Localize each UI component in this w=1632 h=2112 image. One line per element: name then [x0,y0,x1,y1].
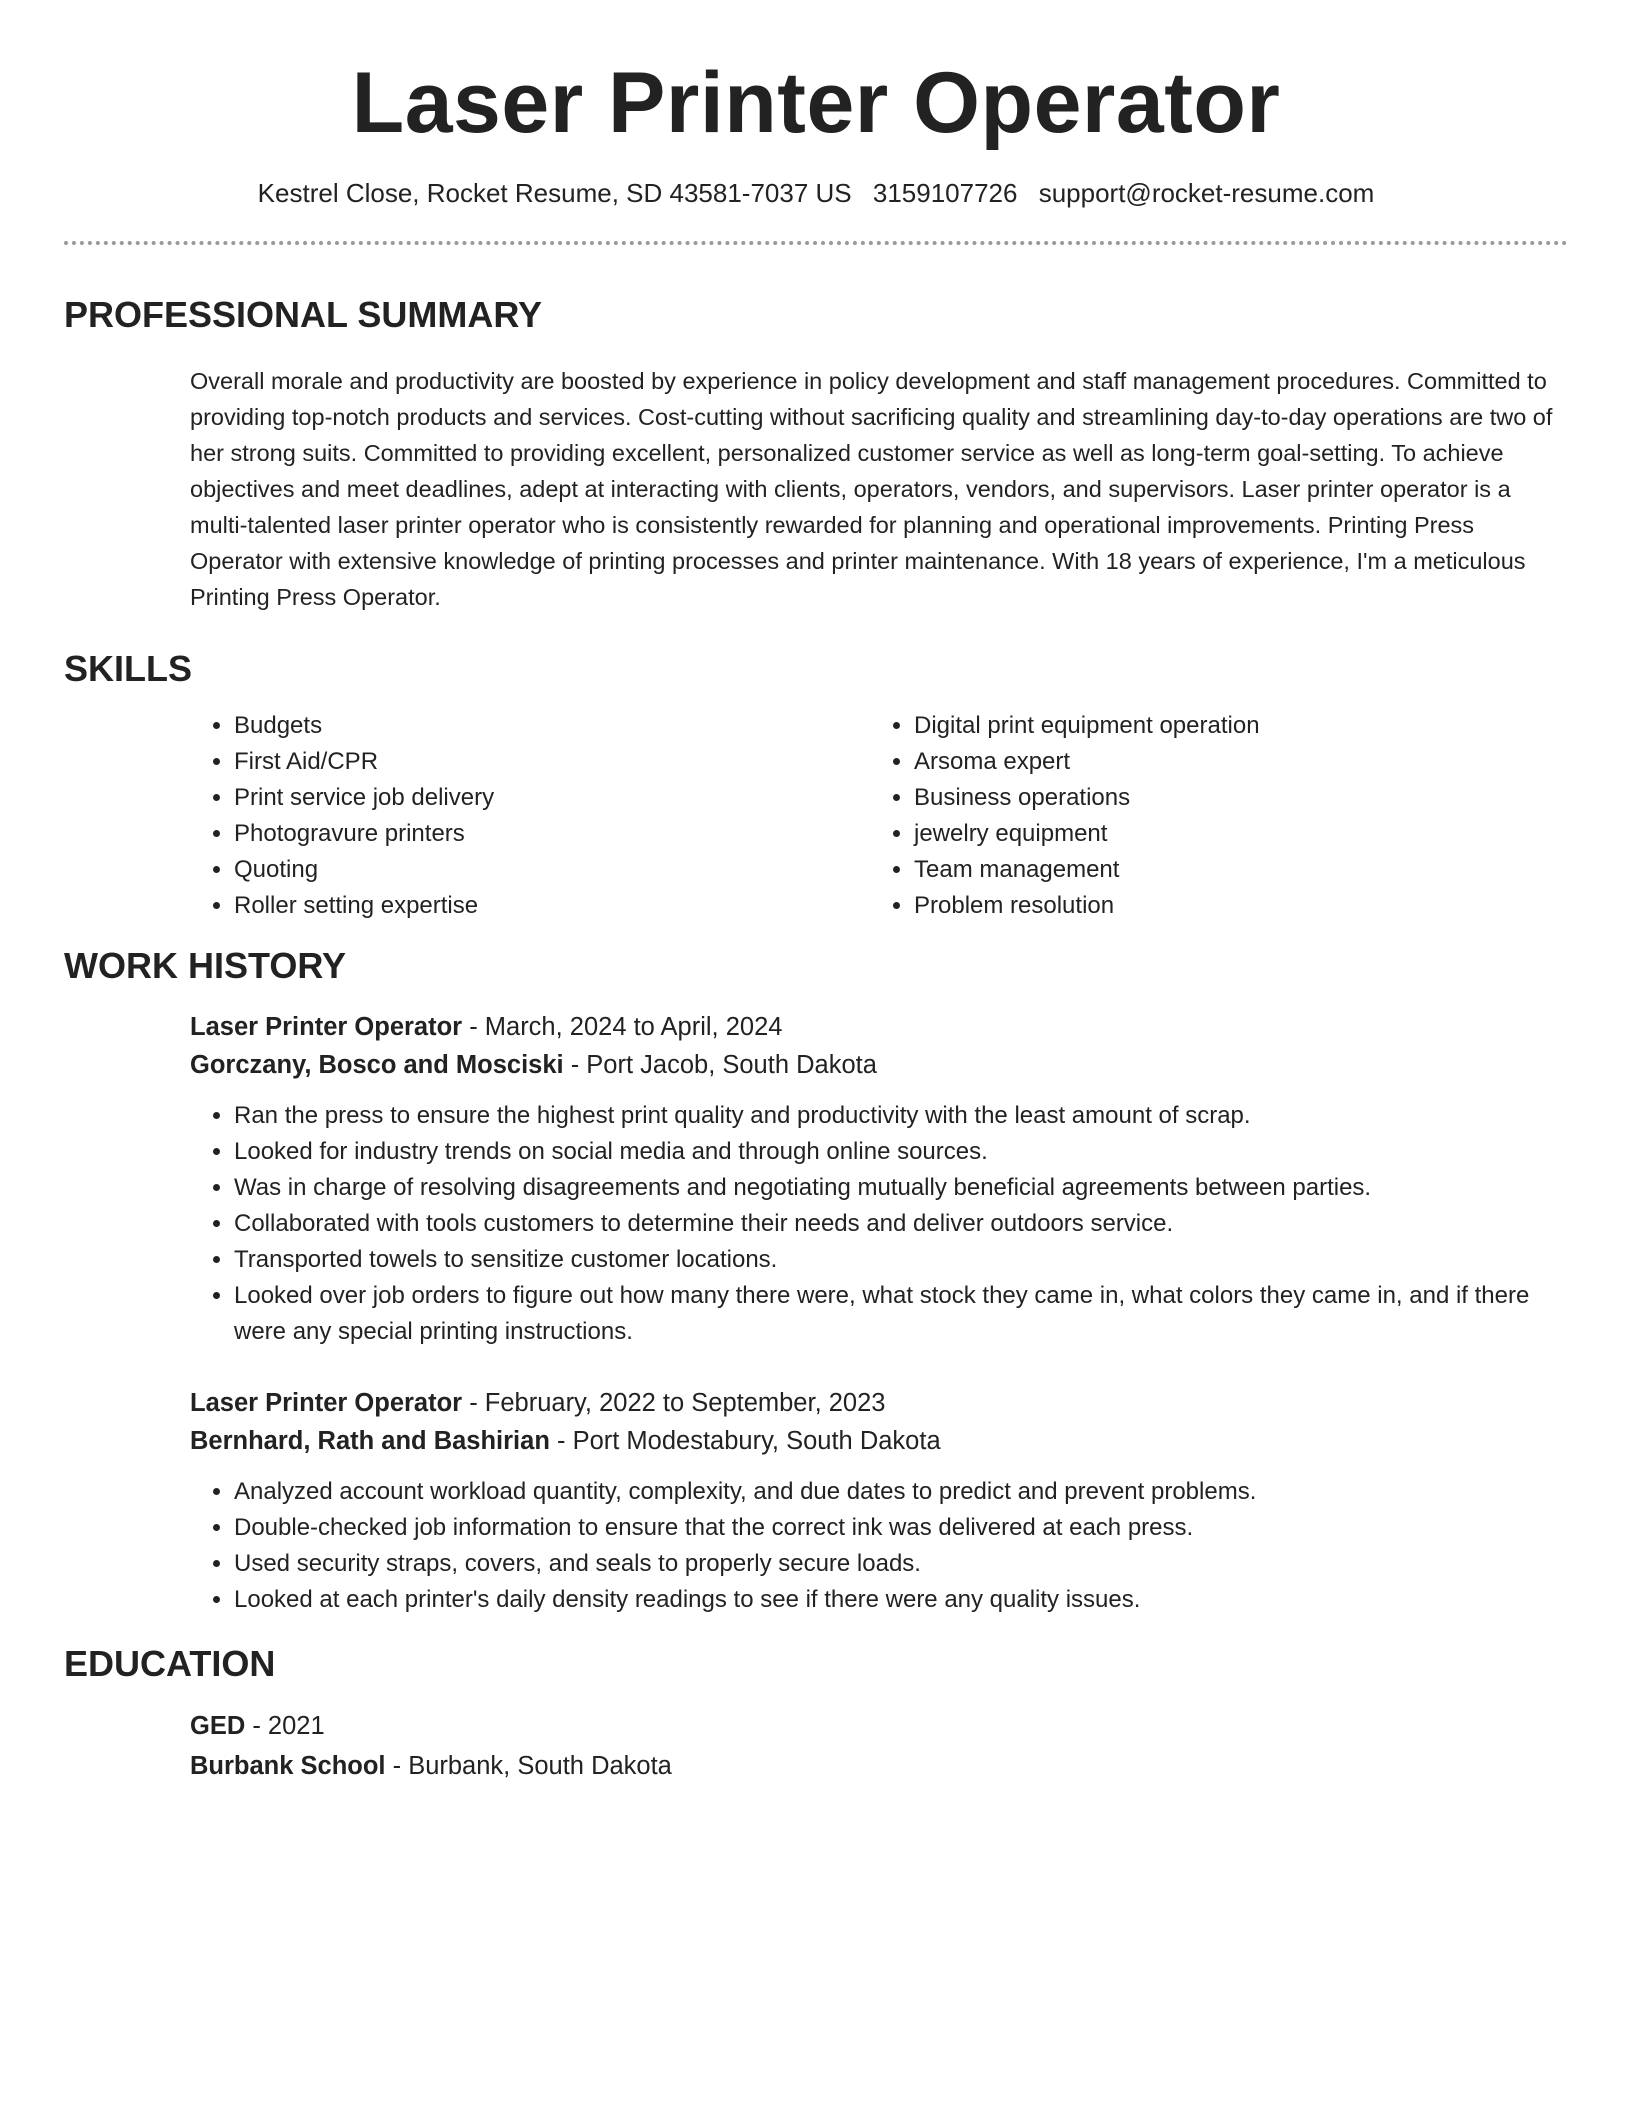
contact-email: support@rocket-resume.com [1038,178,1375,208]
skill-item: • Problem resolution [914,888,1260,924]
job-title-line [190,1008,1568,1046]
skill-item: • Photogravure printers [234,816,870,852]
skill-item: • Quoting [234,852,870,888]
contact-address: Kestrel Close, Rocket Resume, SD 43581-7037 US [257,178,852,208]
skill-item: • jewelry equipment [914,816,1260,852]
job-role: Laser Printer Operator [190,1012,463,1041]
job-location: - Port Jacob, South Dakota [563,1050,877,1079]
job-title-line [190,1384,1568,1422]
job-entry [190,1384,1568,1618]
education-school-line [190,1746,1568,1786]
job-dates: - March, 2024 to April, 2024 [462,1012,783,1041]
education-school: Burbank School [190,1751,386,1780]
job-duties [190,1474,1568,1618]
duty-item: • Looked over job orders to figure out how many there were, what stock they came in, what colors they came in, and if there were any special printing instructions. [234,1278,1568,1350]
job-duties [190,1098,1568,1350]
contact-line [64,178,1568,209]
duty-item: • Transported towels to sensitize customer locations. [234,1242,1568,1278]
education-heading: EDUCATION [64,1642,276,1684]
skill-item: • Digital print equipment operation [914,708,1260,744]
skill-item: • Print service job delivery [234,780,870,816]
education-location: - Burbank, South Dakota [385,1751,672,1780]
resume-page [64,0,1568,1786]
skill-item: • Roller setting expertise [234,888,870,924]
duty-item: • Analyzed account workload quantity, complexity, and due dates to predict and prevent problems. [234,1474,1568,1510]
job-company-line [190,1046,1568,1084]
skills-column-right [870,708,1260,924]
job-company: Gorczany, Bosco and Mosciski [190,1050,564,1079]
skill-item: • Business operations [914,780,1260,816]
education-entry [190,1706,1568,1786]
summary-text: Overall morale and productivity are boosted by experience in policy development and staff management procedures. Committed to providing top-notch products and services. Cost-cutting without sacrificing quality and streamlining day-to-day operations are two of her strong suits. Committed to providing excellent, personalized customer service as well as long-term goal-setting. To achieve objectives and meet deadlines, adept at interacting with clients, operators, vendors, and supervisors. Laser printer operator is a multi-talented laser printer operator who is consistently rewarded for planning and operational improvements. Printing Press Operator with extensive knowledge of printing processes and printer maintenance. With 18 years of experience, I'm a meticulous Printing Press Operator. [190,367,1553,610]
education-year: - 2021 [245,1711,325,1740]
duty-item: • Looked for industry trends on social media and through online sources. [234,1134,1568,1170]
skill-item: • Budgets [234,708,870,744]
duty-item: • Double-checked job information to ensure that the correct ink was delivered at each press. [234,1510,1568,1546]
job-company: Bernhard, Rath and Bashirian [190,1426,550,1455]
work-history-heading: WORK HISTORY [64,945,347,987]
duty-item: • Was in charge of resolving disagreements and negotiating mutually beneficial agreements between parties. [234,1170,1568,1206]
summary-heading: PROFESSIONAL SUMMARY [64,294,543,336]
skills-column-left [190,708,870,924]
job-location: - Port Modestabury, South Dakota [549,1426,941,1455]
job-dates: - February, 2022 to September, 2023 [462,1388,886,1417]
duty-item: • Looked at each printer's daily density readings to see if there were any quality issues. [234,1582,1568,1618]
skill-item: • First Aid/CPR [234,744,870,780]
contact-phone: 3159107726 [872,178,1018,208]
duty-item: • Ran the press to ensure the highest print quality and productivity with the least amount of scrap. [234,1098,1568,1134]
duty-item: • Used security straps, covers, and seals to properly secure loads. [234,1546,1568,1582]
header-divider [64,241,1568,245]
education-degree: GED [190,1711,246,1740]
duty-item: • Collaborated with tools customers to determine their needs and deliver outdoors service. [234,1206,1568,1242]
job-role: Laser Printer Operator [190,1388,463,1417]
job-company-line [190,1422,1568,1460]
skills-heading: SKILLS [64,647,193,689]
job-entry [190,1008,1568,1350]
skills-list [190,708,1568,924]
education-degree-line [190,1706,1568,1746]
skill-item: • Arsoma expert [914,744,1260,780]
skill-item: • Team management [914,852,1260,888]
page-title: Laser Printer Operator [351,55,1281,151]
